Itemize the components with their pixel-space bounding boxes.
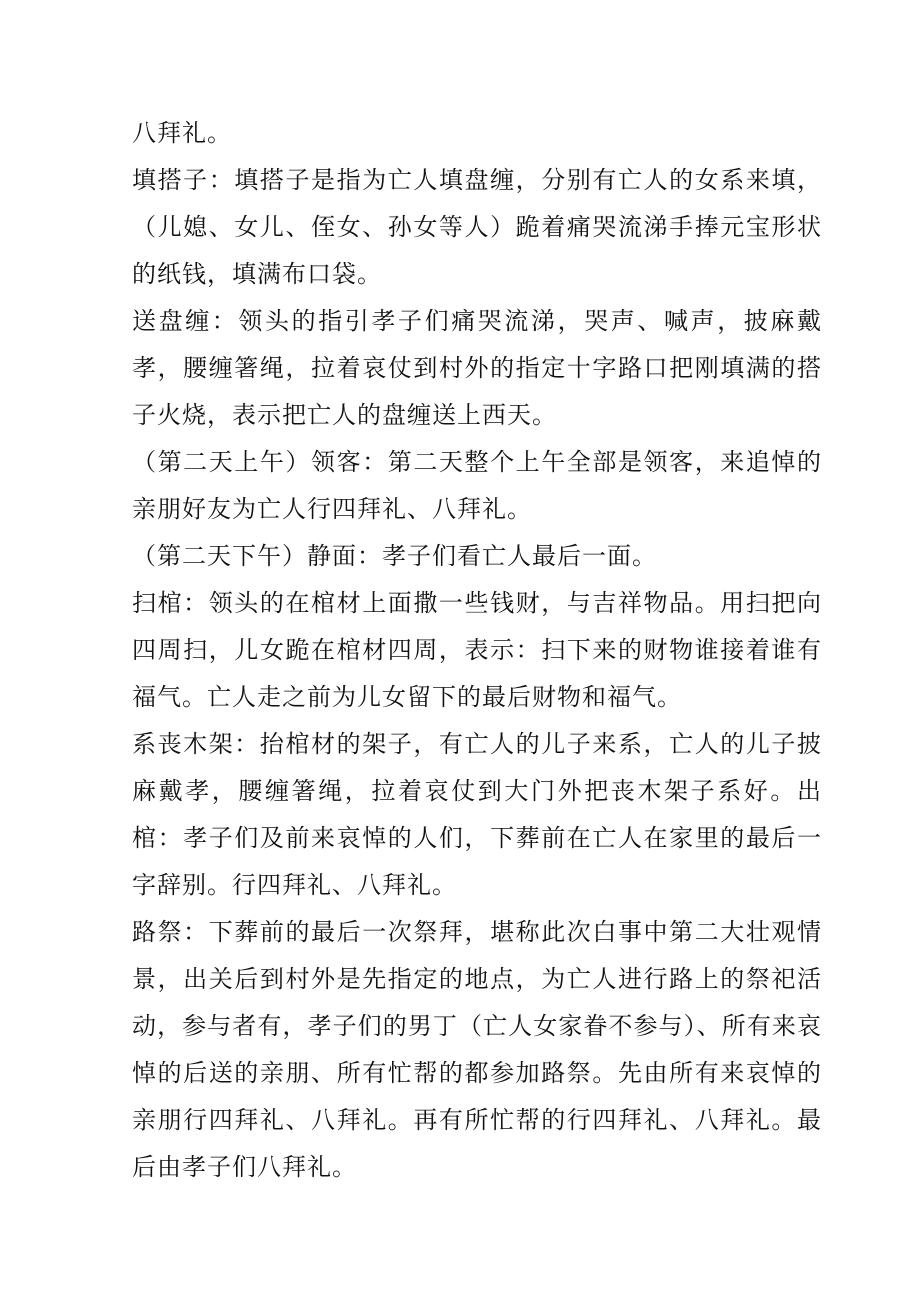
paragraph-tian-da-zi: 填搭子：填搭子是指为亡人填盘缠，分别有亡人的女系来填，（儿媳、女儿、侄女、孙女等人）跪着痛哭流涕手捧元宝形状的纸钱，填满布口袋。	[132, 166, 822, 288]
paragraph-ba-bai-li: 八拜礼。	[132, 119, 232, 147]
paragraph-ling-ke: （第二天上午）领客：第二天整个上午全部是领客，来追悼的亲朋好友为亡人行四拜礼、八拜礼。	[132, 448, 822, 523]
paragraph-jing-mian: （第二天下午）静面：孝子们看亡人最后一面。	[132, 542, 657, 570]
paragraph-xi-sang-mu-jia: 系丧木架：抬棺材的架子，有亡人的儿子来系，亡人的儿子披麻戴孝，腰缠箸绳，拉着哀仗到大门外把丧木架子系好。出棺：孝子们及前来哀悼的人们，下葬前在亡人在家里的最后一字辞别。行四拜礼、八拜礼。	[132, 730, 822, 899]
paragraph-lu-ji: 路祭：下葬前的最后一次祭拜，堪称此次白事中第二大壮观情景，出关后到村外是先指定的地点，为亡人进行路上的祭祀活动，参与者有，孝子们的男丁（亡人女家眷不参与）、所有来哀悼的后送的亲朋、所有忙帮的都参加路祭。先由所有来哀悼的亲朋行四拜礼、八拜礼。再有所忙帮的行四拜礼、八拜礼。最后由孝子们八拜礼。	[132, 918, 822, 1181]
paragraph-song-pan-chan: 送盘缠：领头的指引孝子们痛哭流涕，哭声、喊声，披麻戴孝，腰缠箸绳，拉着哀仗到村外的指定十字路口把刚填满的搭子火烧，表示把亡人的盘缠送上西天。	[132, 307, 822, 429]
paragraph-sao-guan: 扫棺：领头的在棺材上面撒一些钱财，与吉祥物品。用扫把向四周扫，儿女跪在棺材四周，表示：扫下来的财物谁接着谁有福气。亡人走之前为儿女留下的最后财物和福气。	[132, 589, 822, 711]
document-body	[132, 110, 822, 1191]
